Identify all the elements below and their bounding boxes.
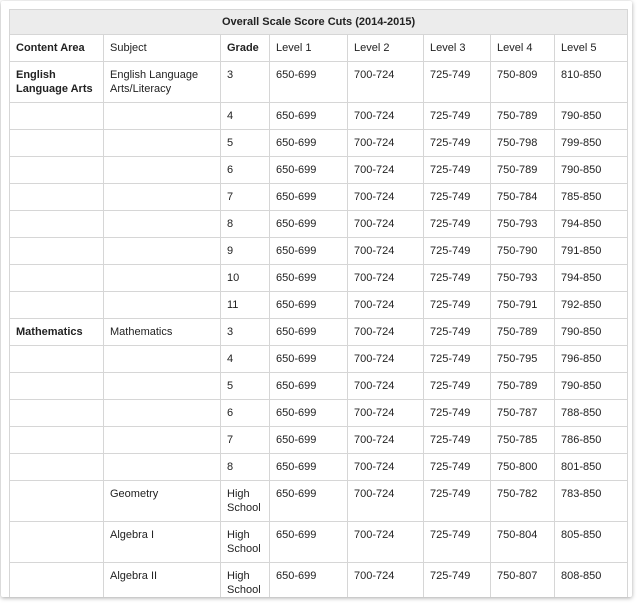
- cell-subject: Algebra I: [104, 522, 221, 563]
- cell-subject: [104, 238, 221, 265]
- cell-level-5: 786-850: [555, 427, 628, 454]
- cell-level-2: 700-724: [348, 62, 424, 103]
- cell-level-5: 790-850: [555, 157, 628, 184]
- cell-level-2: 700-724: [348, 346, 424, 373]
- cell-level-5: 792-850: [555, 292, 628, 319]
- cell-level-2: 700-724: [348, 292, 424, 319]
- cell-level-5: 790-850: [555, 319, 628, 346]
- table-row: [10, 454, 628, 481]
- table-row: [10, 400, 628, 427]
- header-subject: Subject: [104, 35, 221, 62]
- header-level-3: Level 3: [424, 35, 491, 62]
- cell-level-3: 725-749: [424, 292, 491, 319]
- cell-level-1: 650-699: [270, 481, 348, 522]
- cell-subject: [104, 130, 221, 157]
- cell-subject: [104, 427, 221, 454]
- cell-level-3: 725-749: [424, 454, 491, 481]
- cell-level-3: 725-749: [424, 373, 491, 400]
- cell-level-2: 700-724: [348, 427, 424, 454]
- cell-subject: [104, 400, 221, 427]
- cell-level-2: 700-724: [348, 184, 424, 211]
- cell-subject: Mathematics: [104, 319, 221, 346]
- cell-subject: [104, 103, 221, 130]
- cell-level-2: 700-724: [348, 481, 424, 522]
- cell-grade: 11: [221, 292, 270, 319]
- header-level-2: Level 2: [348, 35, 424, 62]
- cell-level-3: 725-749: [424, 238, 491, 265]
- cell-level-1: 650-699: [270, 62, 348, 103]
- cell-level-3: 725-749: [424, 103, 491, 130]
- cell-level-5: 805-850: [555, 522, 628, 563]
- table-title: Overall Scale Score Cuts (2014-2015): [10, 10, 628, 35]
- cell-level-3: 725-749: [424, 400, 491, 427]
- cell-level-5: 794-850: [555, 211, 628, 238]
- cell-level-3: 725-749: [424, 130, 491, 157]
- cell-grade: 4: [221, 346, 270, 373]
- cell-subject: Geometry: [104, 481, 221, 522]
- cell-level-4: 750-793: [491, 211, 555, 238]
- cell-level-1: 650-699: [270, 103, 348, 130]
- cell-grade: High School: [221, 563, 270, 598]
- cell-content-area: [10, 211, 104, 238]
- cell-grade: 10: [221, 265, 270, 292]
- cell-level-5: 810-850: [555, 62, 628, 103]
- cell-level-5: 801-850: [555, 454, 628, 481]
- cell-level-4: 750-787: [491, 400, 555, 427]
- cell-level-1: 650-699: [270, 211, 348, 238]
- cell-level-1: 650-699: [270, 319, 348, 346]
- cell-grade: 5: [221, 373, 270, 400]
- table-row: [10, 62, 628, 103]
- cell-grade: 4: [221, 103, 270, 130]
- cell-level-2: 700-724: [348, 522, 424, 563]
- cell-grade: 3: [221, 319, 270, 346]
- cell-level-3: 725-749: [424, 563, 491, 598]
- cell-grade: 5: [221, 130, 270, 157]
- cell-level-1: 650-699: [270, 292, 348, 319]
- cell-level-3: 725-749: [424, 427, 491, 454]
- cell-level-2: 700-724: [348, 373, 424, 400]
- cell-level-5: 796-850: [555, 346, 628, 373]
- cell-level-1: 650-699: [270, 184, 348, 211]
- cell-content-area: [10, 184, 104, 211]
- table-row: [10, 184, 628, 211]
- cell-grade: 9: [221, 238, 270, 265]
- header-level-1: Level 1: [270, 35, 348, 62]
- cell-level-4: 750-785: [491, 427, 555, 454]
- cell-level-4: 750-800: [491, 454, 555, 481]
- cell-level-2: 700-724: [348, 563, 424, 598]
- cell-level-4: 750-789: [491, 157, 555, 184]
- cell-level-4: 750-789: [491, 373, 555, 400]
- cell-level-1: 650-699: [270, 238, 348, 265]
- table-frame: [1, 1, 632, 597]
- table-row: [10, 427, 628, 454]
- cell-level-3: 725-749: [424, 265, 491, 292]
- cell-level-4: 750-790: [491, 238, 555, 265]
- cell-level-5: 783-850: [555, 481, 628, 522]
- table-row: [10, 292, 628, 319]
- cell-subject: [104, 184, 221, 211]
- cell-level-4: 750-809: [491, 62, 555, 103]
- cell-level-4: 750-793: [491, 265, 555, 292]
- cell-level-1: 650-699: [270, 346, 348, 373]
- table-row: [10, 319, 628, 346]
- cell-level-5: 788-850: [555, 400, 628, 427]
- cell-level-5: 794-850: [555, 265, 628, 292]
- cell-level-3: 725-749: [424, 481, 491, 522]
- cell-content-area: [10, 481, 104, 522]
- cell-level-5: 790-850: [555, 373, 628, 400]
- cell-content-area: [10, 157, 104, 184]
- cell-level-4: 750-807: [491, 563, 555, 598]
- cell-content-area: [10, 454, 104, 481]
- cell-content-area: [10, 292, 104, 319]
- table-row: [10, 522, 628, 563]
- cell-level-2: 700-724: [348, 103, 424, 130]
- cell-grade: 6: [221, 157, 270, 184]
- cell-subject: [104, 373, 221, 400]
- cell-grade: 3: [221, 62, 270, 103]
- cell-grade: 6: [221, 400, 270, 427]
- cell-content-area: [10, 563, 104, 598]
- cell-subject: [104, 292, 221, 319]
- header-level-4: Level 4: [491, 35, 555, 62]
- table-row: [10, 103, 628, 130]
- cell-level-4: 750-804: [491, 522, 555, 563]
- cell-level-4: 750-795: [491, 346, 555, 373]
- cell-content-area: [10, 238, 104, 265]
- cell-grade: 8: [221, 211, 270, 238]
- cell-level-1: 650-699: [270, 400, 348, 427]
- cell-content-area: [10, 373, 104, 400]
- cell-level-2: 700-724: [348, 157, 424, 184]
- table-row: [10, 265, 628, 292]
- cell-level-3: 725-749: [424, 319, 491, 346]
- cell-level-1: 650-699: [270, 265, 348, 292]
- cell-content-area: [10, 346, 104, 373]
- cell-level-2: 700-724: [348, 130, 424, 157]
- cell-subject: English Language Arts/Literacy: [104, 62, 221, 103]
- cell-level-4: 750-782: [491, 481, 555, 522]
- cell-level-1: 650-699: [270, 563, 348, 598]
- header-content-area: Content Area: [10, 35, 104, 62]
- cell-level-2: 700-724: [348, 400, 424, 427]
- cell-level-3: 725-749: [424, 522, 491, 563]
- cell-content-area: [10, 522, 104, 563]
- cell-level-3: 725-749: [424, 211, 491, 238]
- cell-level-2: 700-724: [348, 454, 424, 481]
- cell-subject: [104, 346, 221, 373]
- cell-level-3: 725-749: [424, 62, 491, 103]
- cell-content-area: Mathematics: [10, 319, 104, 346]
- cell-content-area: [10, 265, 104, 292]
- table-row: [10, 130, 628, 157]
- cell-grade: High School: [221, 481, 270, 522]
- cell-level-4: 750-798: [491, 130, 555, 157]
- cell-content-area: [10, 130, 104, 157]
- header-level-5: Level 5: [555, 35, 628, 62]
- cell-subject: [104, 454, 221, 481]
- cell-level-1: 650-699: [270, 454, 348, 481]
- table-row: [10, 373, 628, 400]
- header-grade: Grade: [221, 35, 270, 62]
- cell-level-1: 650-699: [270, 373, 348, 400]
- cell-grade: High School: [221, 522, 270, 563]
- cell-level-1: 650-699: [270, 522, 348, 563]
- cell-level-5: 790-850: [555, 103, 628, 130]
- cell-level-2: 700-724: [348, 319, 424, 346]
- cell-level-1: 650-699: [270, 157, 348, 184]
- cell-level-5: 808-850: [555, 563, 628, 598]
- score-cuts-table: [9, 9, 628, 597]
- cell-level-5: 799-850: [555, 130, 628, 157]
- cell-level-1: 650-699: [270, 427, 348, 454]
- table-row: [10, 563, 628, 598]
- cell-level-2: 700-724: [348, 238, 424, 265]
- table-row: [10, 481, 628, 522]
- cell-grade: 8: [221, 454, 270, 481]
- table-row: [10, 238, 628, 265]
- cell-content-area: English Language Arts: [10, 62, 104, 103]
- cell-level-5: 791-850: [555, 238, 628, 265]
- cell-grade: 7: [221, 427, 270, 454]
- cell-level-4: 750-789: [491, 103, 555, 130]
- cell-content-area: [10, 427, 104, 454]
- cell-subject: [104, 157, 221, 184]
- cell-content-area: [10, 103, 104, 130]
- table-row: [10, 346, 628, 373]
- cell-level-4: 750-789: [491, 319, 555, 346]
- header-row: [10, 35, 628, 62]
- cell-content-area: [10, 400, 104, 427]
- cell-level-4: 750-784: [491, 184, 555, 211]
- cell-level-3: 725-749: [424, 157, 491, 184]
- cell-level-4: 750-791: [491, 292, 555, 319]
- cell-level-3: 725-749: [424, 184, 491, 211]
- table-row: [10, 211, 628, 238]
- cell-grade: 7: [221, 184, 270, 211]
- cell-subject: [104, 211, 221, 238]
- cell-level-1: 650-699: [270, 130, 348, 157]
- cell-level-2: 700-724: [348, 265, 424, 292]
- cell-subject: Algebra II: [104, 563, 221, 598]
- cell-level-2: 700-724: [348, 211, 424, 238]
- cell-subject: [104, 265, 221, 292]
- cell-level-3: 725-749: [424, 346, 491, 373]
- table-row: [10, 157, 628, 184]
- cell-level-5: 785-850: [555, 184, 628, 211]
